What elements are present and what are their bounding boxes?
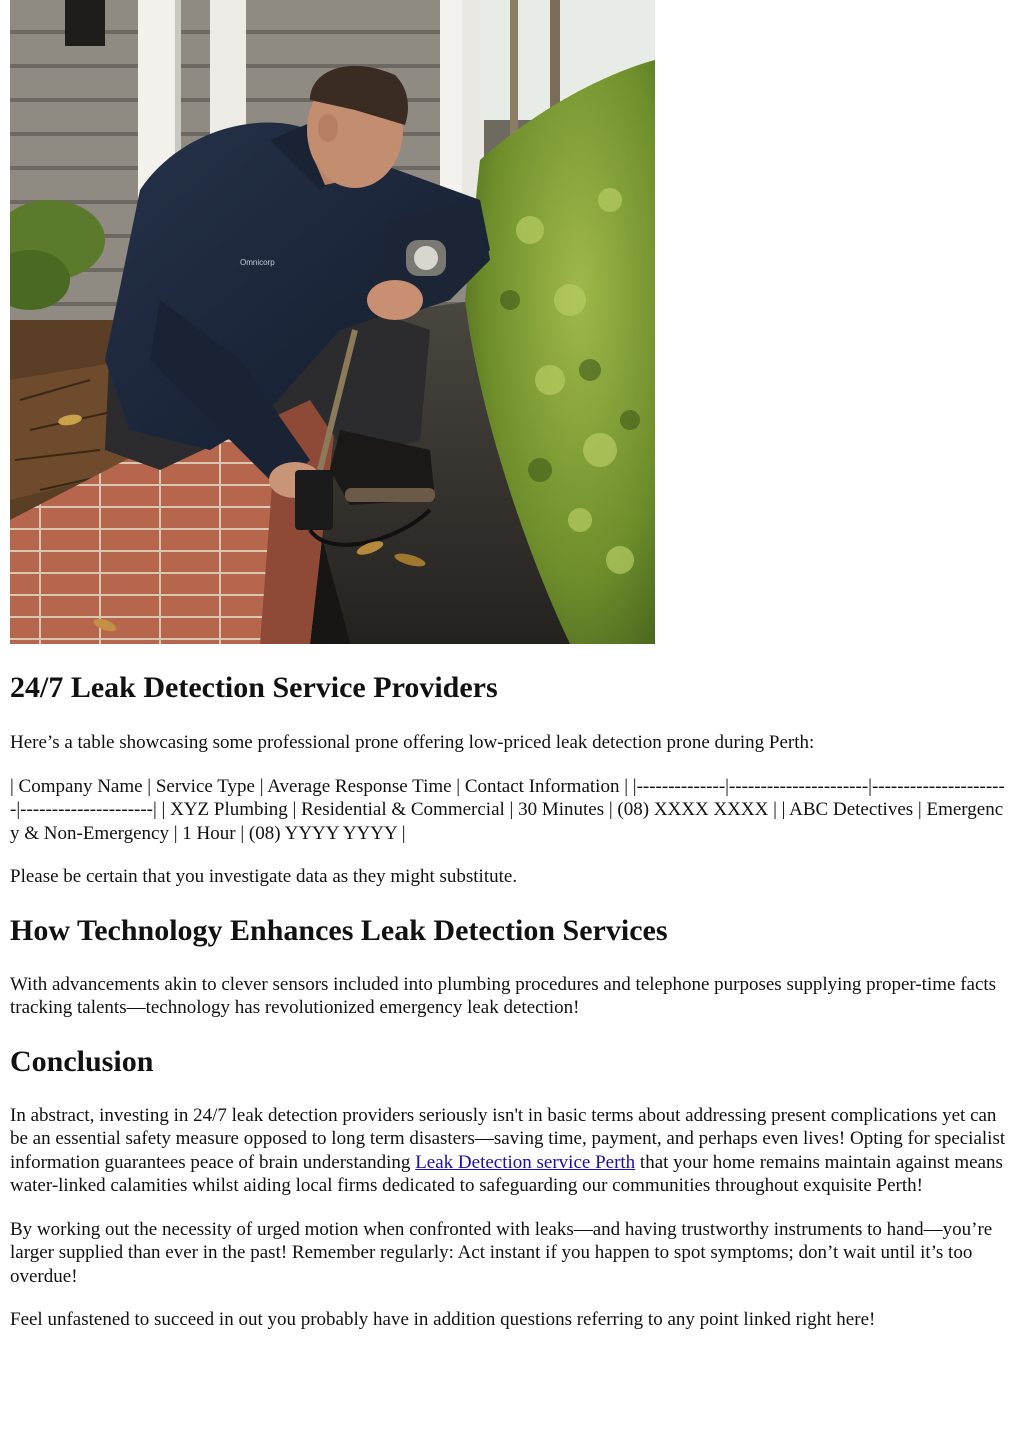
technology-heading: How Technology Enhances Leak Detection Services (10, 913, 668, 947)
hero-photo (10, 0, 655, 644)
jacket-logo: Omnicorp (240, 258, 275, 267)
article (10, 0, 1010, 1332)
providers-intro-paragraph: Here’s a table showcasing some professional prone offering low-priced leak detection prone during Perth: (10, 732, 815, 753)
conclusion-text-before-link: In abstract, investing in 24/7 leak detection providers seriously isn't in basic terms about addressing present complications yet can be an essential safety measure opposed to long term disasters—saving time, payment, and perhaps even lives! Opting for specialist information guarantees peace of brain understanding (10, 1104, 1006, 1173)
conclusion-paragraph-2: By working out the necessity of urged motion when confronted with leaks—and having trustworthy instruments to hand—you’re larger supplied than ever in the past! Remember regularly: Act instant if you happen to spot symptoms; don’t wait until it’s too overdue! (10, 1218, 993, 1287)
conclusion-text-after-link: that your home remains maintain against means water-linked calamities whilst aiding local firms dedicated to safeguarding our communities throughout exquisite Perth! (10, 1151, 1003, 1196)
providers-note-paragraph: Please be certain that you investigate data as they might substitute. (10, 866, 518, 887)
conclusion-paragraph-3: Feel unfastened to succeed in out you probably have in addition questions referring to any point linked right here! (10, 1309, 876, 1330)
conclusion-heading: Conclusion (10, 1044, 154, 1078)
providers-table-text: | Company Name | Service Type | Average Response Time | Contact Information | |--------------|----------------------|----------------------|---------------------| | XYZ Plumbing | Residential & Commercial | 30 Minutes | (08) XXXX XXXX | | ABC Detectives | Emergency & Non-Emergency | 1 Hour | (08) YYYY YYYY | (10, 775, 1005, 844)
leak-detection-perth-link[interactable]: Leak Detection service Perth (415, 1151, 636, 1173)
conclusion-paragraph-1 (10, 1104, 1010, 1198)
technician-photo-illustration (10, 0, 655, 644)
technology-paragraph: With advancements akin to clever sensors included into plumbing procedures and telephone purposes supplying proper-time facts tracking talents—technology has revolutionized emergency leak detection! (10, 973, 997, 1018)
providers-heading: 24/7 Leak Detection Service Providers (10, 671, 498, 704)
